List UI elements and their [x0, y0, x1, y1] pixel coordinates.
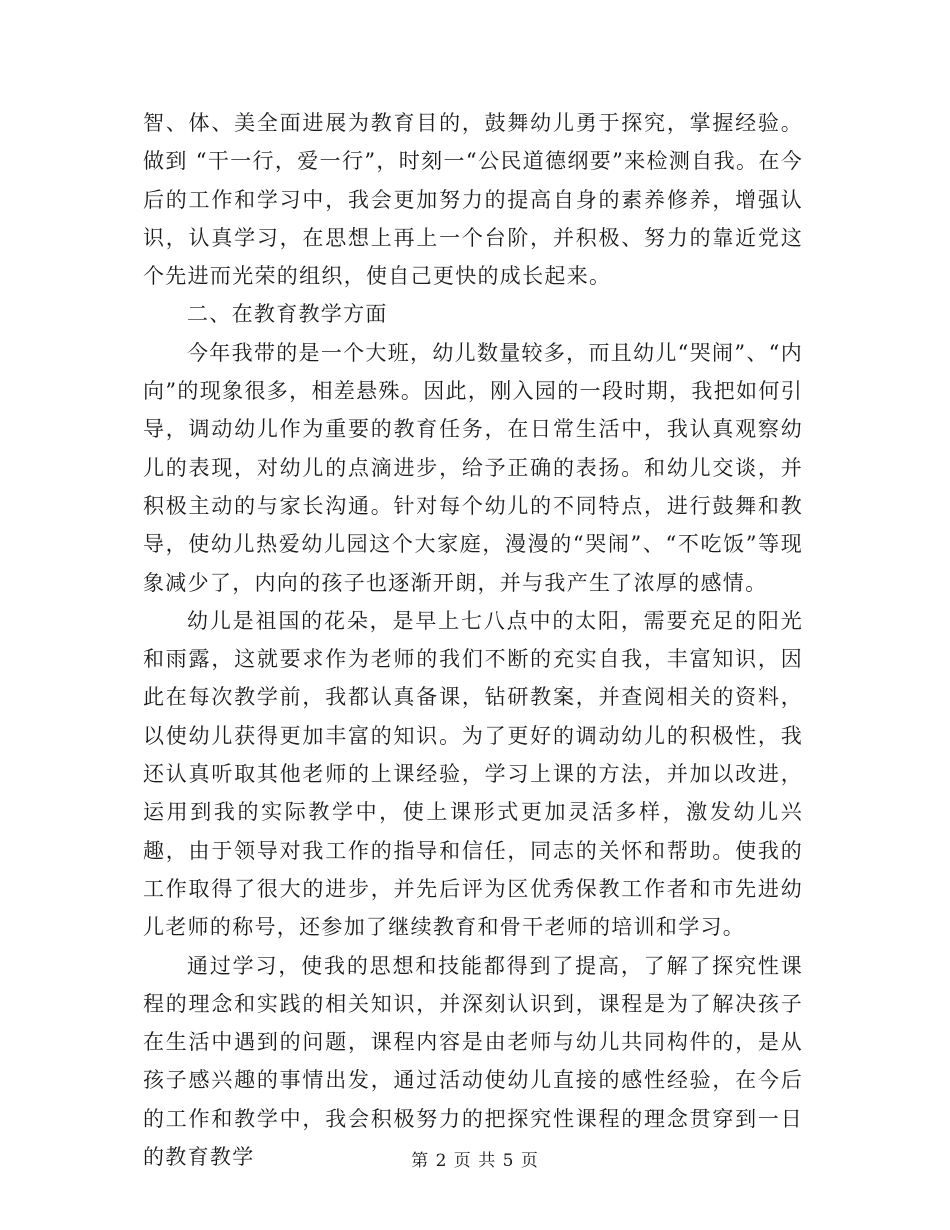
paragraph: 幼儿是祖国的花朵，是早上七八点中的太阳，需要充足的阳光和雨露，这就要求作为老师的我们不断的充实自我，丰富知识，因此在每次教学前，我都认真备课，钻研教案，并查阅相关的资料，以使幼儿获得更加丰富的知识。为了更好的调动幼儿的积极性，我还认真听取其他老师的上课经验，学习上课的方法，并加以改进，运用到我的实际教学中，使上课形式更加灵活多样，激发幼儿兴趣，由于领导对我工作的指导和信任，同志的关怀和帮助。使我的工作取得了很大的进步，并先后评为区优秀保教工作者和市先进幼儿老师的称号，还参加了继续教育和骨干老师的培训和学习。: [143, 608, 803, 940]
paragraph: 通过学习，使我的思想和技能都得到了提高，了解了探究性课程的理念和实践的相关知识，并深刻认识到，课程是为了解决孩子在生活中遇到的问题，课程内容是由老师与幼儿共同构件的，是从孩子感兴趣的事情出发，通过活动使幼儿直接的感性经验，在今后的工作和教学中，我会积极努力的把探究性课程的理念贯穿到一日的教育教学: [143, 953, 803, 1170]
section-heading: 二、在教育教学方面: [187, 302, 388, 327]
document-body: [143, 104, 803, 1176]
paragraph-continuation: 智、体、美全面进展为教育目的，鼓舞幼儿勇于探究，掌握经验。做到 “干一行，爱一行”，时刻一“公民道德纲要”来检测自我。在今后的工作和学习中，我会更加努力的提高自身的素养修养，增强认识，认真学习，在思想上再上一个台阶，并积极、努力的靠近党这个先进而光荣的组织，使自己更快的成长起来。: [143, 111, 803, 289]
paragraph: 今年我带的是一个大班，幼儿数量较多，而且幼儿“哭闹”、“内向”的现象很多，相差悬殊。因此，刚入园的一段时期，我把如何引导，调动幼儿作为重要的教育任务，在日常生活中，我认真观察幼儿的表现，对幼儿的点滴进步，给予正确的表扬。和幼儿交谈，并积极主动的与家长沟通。针对每个幼儿的不同特点，进行鼓舞和教导，使幼儿热爱幼儿园这个大家庭，漫漫的“哭闹”、“不吃饭”等现象减少了，内向的孩子也逐渐开朗，并与我产生了浓厚的感情。: [143, 340, 803, 595]
page-number-footer: 第 2 页 共 5 页: [411, 1151, 539, 1171]
